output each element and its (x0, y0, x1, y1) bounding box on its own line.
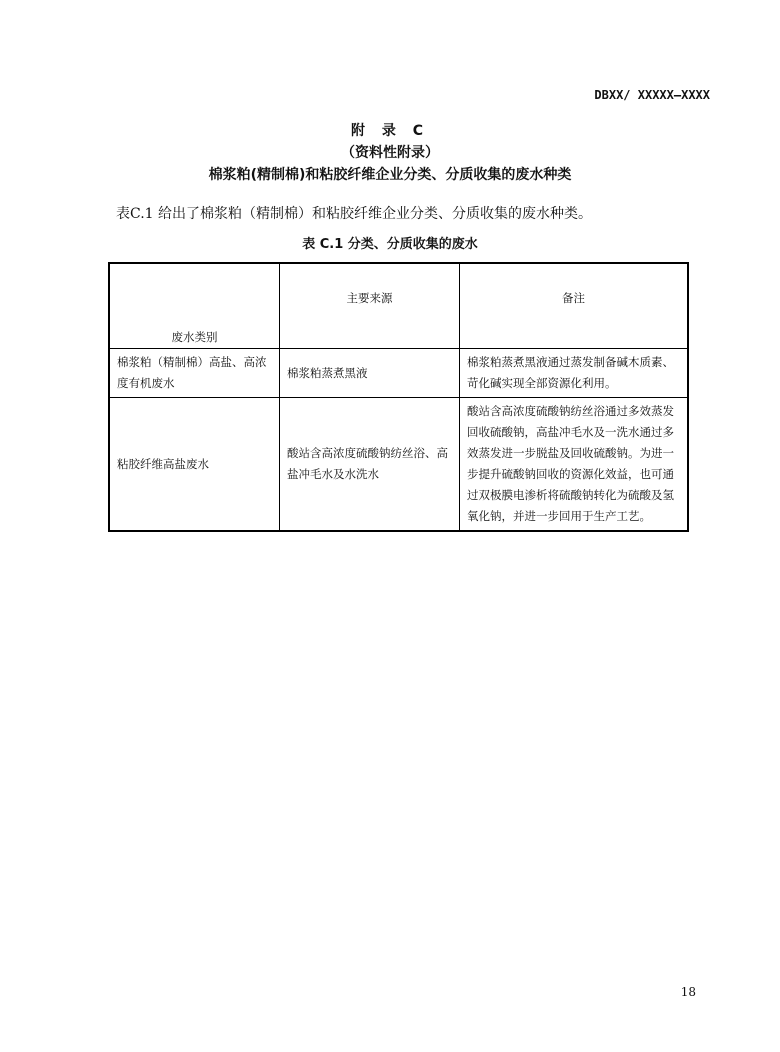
cell-category: 棉浆粕（精制棉）高盐、高浓度有机废水 (109, 349, 280, 398)
header-category: 废水类别 (109, 263, 280, 349)
page-number: 18 (680, 985, 696, 999)
table-header-row (109, 263, 688, 349)
table-row (109, 398, 688, 532)
appendix-subject: 棉浆粕(精制棉)和粘胶纤维企业分类、分质收集的废水种类 (208, 167, 572, 183)
appendix-nature: （资料性附录） (341, 145, 439, 161)
document-code: DBXX/ XXXXX—XXXX (594, 88, 710, 102)
cell-note: 棉浆粕蒸煮黑液通过蒸发制备碱木质素、苛化碱实现全部资源化利用。 (460, 349, 689, 398)
appendix-title: 附 录 C (350, 123, 430, 139)
header-source: 主要来源 (280, 263, 460, 349)
cell-category: 粘胶纤维高盐废水 (109, 398, 280, 532)
cell-note: 酸站含高浓度硫酸钠纺丝浴通过多效蒸发回收硫酸钠，高盐冲毛水及一洗水通过多效蒸发进一步脱盐及回收硫酸钠。为进一步提升硫酸钠回收的资源化效益，也可通过双极膜电渗析将硫酸钠转化为硫酸及氢氧化钠，并进一步回用于生产工艺。 (460, 398, 689, 532)
cell-source: 棉浆粕蒸煮黑液 (280, 349, 460, 398)
intro-paragraph: 表C.1 给出了棉浆粕（精制棉）和粘胶纤维企业分类、分质收集的废水种类。 (116, 206, 593, 222)
header-note: 备注 (460, 263, 689, 349)
table-title: 表 C.1 分类、分质收集的废水 (302, 237, 478, 252)
wastewater-table (108, 262, 689, 532)
table-row (109, 349, 688, 398)
cell-source: 酸站含高浓度硫酸钠纺丝浴、高盐冲毛水及水洗水 (280, 398, 460, 532)
